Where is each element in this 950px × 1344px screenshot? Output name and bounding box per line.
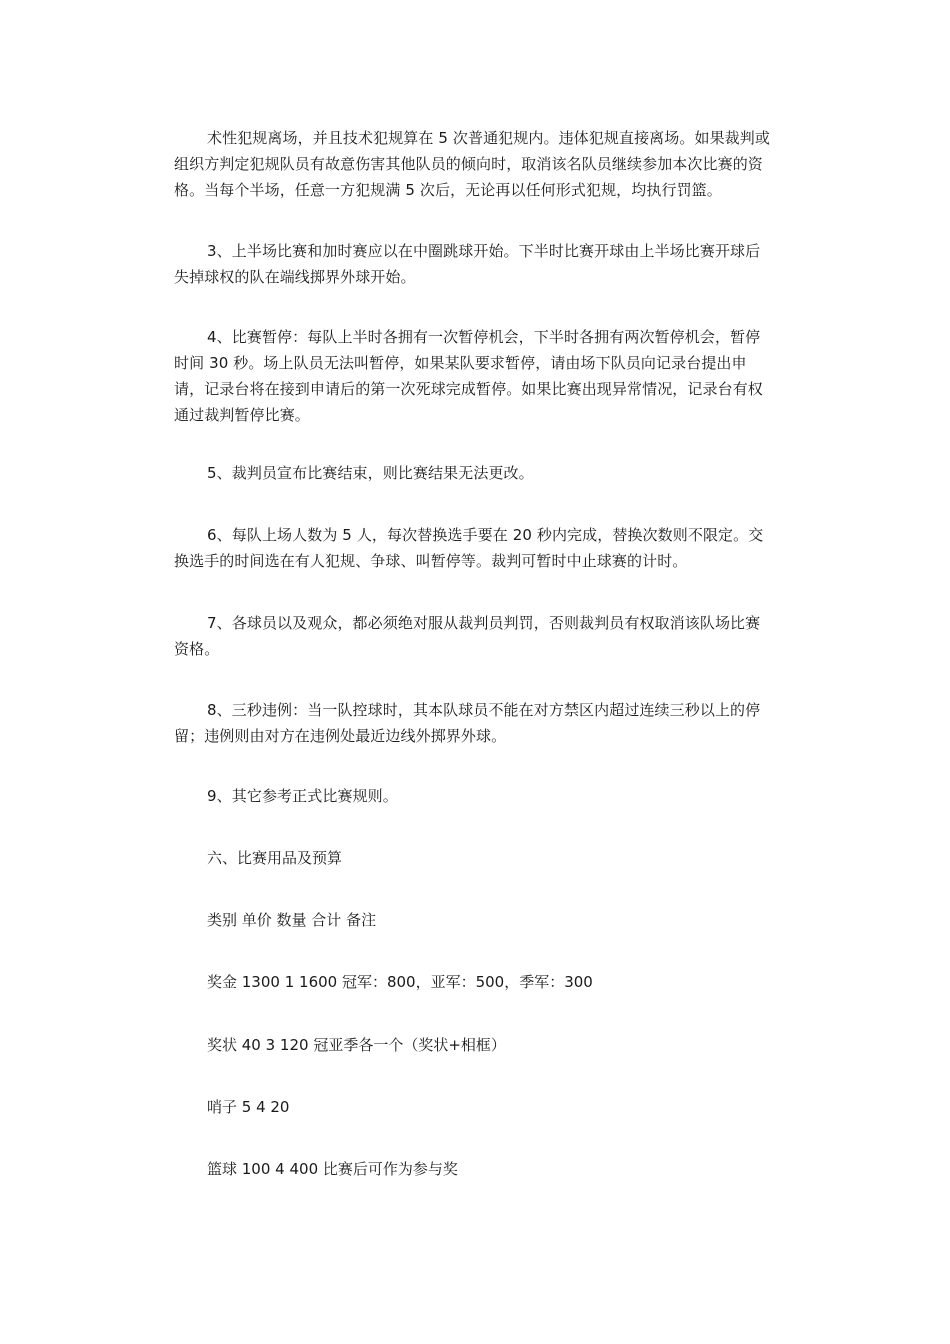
paragraph-rule-5: 5、裁判员宣布比赛结束，则比赛结果无法更改。 (207, 464, 534, 482)
budget-line-whistles: 哨子 5 4 20 (207, 1098, 290, 1116)
paragraph-rule-8: 8、三秒违例：当一队控球时，其本队球员不能在对方禁区内超过连续三秒以上的停留；违例则由对方在违例处最近边线外掷界外球。 (174, 701, 761, 745)
paragraph-rule-6: 6、每队上场人数为 5 人，每次替换选手要在 20 秒内完成，替换次数则不限定。交换选手的时间选在有人犯规、争球、叫暂停等。裁判可暂时中止球赛的计时。 (174, 526, 764, 570)
paragraph-rule-3: 3、上半场比赛和加时赛应以在中圈跳球开始。下半时比赛开球由上半场比赛开球后失掉球权的队在端线掷界外球开始。 (174, 242, 761, 286)
paragraph-rule-4: 4、比赛暂停：每队上半时各拥有一次暂停机会，下半时各拥有两次暂停机会，暂停时间 30 秒。场上队员无法叫暂停，如果某队要求暂停，请由场下队员向记录台提出申请，记录台将在接到申请后的第一次死球完成暂停。如果比赛出现异常情况，记录台有权通过裁判暂停比赛。 (174, 328, 763, 424)
paragraph-rule-7: 7、各球员以及观众，都必须绝对服从裁判员判罚，否则裁判员有权取消该队场比赛资格。 (174, 614, 761, 658)
budget-header-line: 类别 单价 数量 合计 备注 (207, 911, 377, 929)
paragraph-rule-9: 9、其它参考正式比赛规则。 (207, 787, 398, 805)
section-heading: 六、比赛用品及预算 (207, 849, 343, 867)
budget-line-prize-money: 奖金 1300 1 1600 冠军：800，亚军：500，季军：300 (207, 973, 593, 991)
budget-line-certificates: 奖状 40 3 120 冠亚季各一个（奖状+相框） (207, 1036, 506, 1054)
budget-line-basketballs: 篮球 100 4 400 比赛后可作为参与奖 (207, 1160, 458, 1178)
paragraph-foul-rules: 术性犯规离场，并且技术犯规算在 5 次普通犯规内。违体犯规直接离场。如果裁判或组织方判定犯规队员有故意伤害其他队员的倾向时，取消该名队员继续参加本次比赛的资格。当每个半场，任意一方犯规满 5 次后，无论再以任何形式犯规，均执行罚篮。 (174, 129, 770, 199)
